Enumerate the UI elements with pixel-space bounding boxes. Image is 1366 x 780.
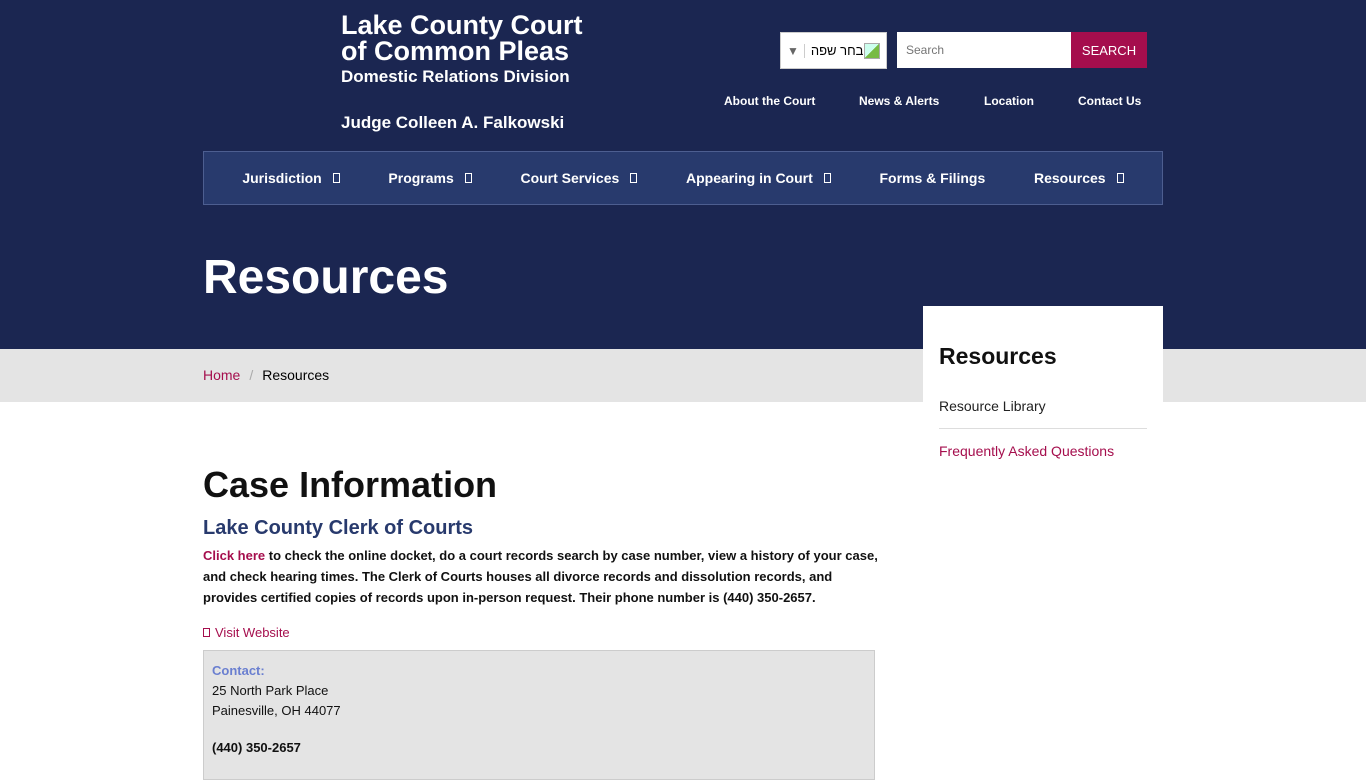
chevron-down-icon: [1117, 173, 1124, 183]
nav-label: Programs: [388, 170, 454, 186]
nav-label: Resources: [1033, 170, 1106, 186]
nav-forms[interactable]: [879, 170, 985, 186]
nav-label: Forms & Filings: [879, 170, 986, 186]
contact-address2: Painesville, OH 44077: [212, 703, 341, 718]
page-title: Resources: [203, 251, 449, 304]
site-logo[interactable]: [341, 12, 583, 133]
contact-address1: 25 North Park Place: [212, 683, 329, 698]
util-link-location[interactable]: Location: [984, 94, 1034, 108]
breadcrumb-sep: /: [249, 367, 254, 383]
visit-website-label: Visit Website: [215, 625, 290, 640]
visit-website-link[interactable]: [203, 625, 290, 640]
search-input[interactable]: [897, 32, 1071, 68]
external-link-icon: [203, 628, 210, 637]
breadcrumb-current: Resources: [262, 367, 330, 383]
nav-label: Court Services: [520, 170, 620, 186]
click-here-link[interactable]: Click here: [203, 548, 266, 563]
nav-programs[interactable]: [388, 170, 471, 186]
language-label: בחר שפה: [810, 43, 864, 58]
breadcrumb-home[interactable]: Home: [203, 367, 241, 383]
nav-label: Jurisdiction: [242, 170, 322, 186]
logo-title-line2: of Common Pleas: [341, 36, 570, 66]
chevron-down-icon: [465, 173, 472, 183]
description: [203, 545, 883, 608]
contact-phone: (440) 350-2657: [212, 740, 301, 755]
util-link-news[interactable]: News & Alerts: [859, 94, 940, 108]
sidebar-item-resource-library[interactable]: Resource Library: [939, 398, 1147, 429]
nav-jurisdiction[interactable]: [242, 170, 339, 186]
nav-appearing[interactable]: [686, 170, 831, 186]
sidebar-title: Resources: [939, 343, 1057, 369]
language-select[interactable]: [780, 32, 887, 69]
dropdown-arrow-icon: ▼: [787, 44, 805, 58]
util-link-about[interactable]: About the Court: [724, 94, 816, 108]
sidebar-item-faq[interactable]: Frequently Asked Questions: [939, 443, 1115, 459]
description-text: to check the online docket, do a court records search by case number, view a history of your case, and check hearing times. The Clerk of Courts houses all divorce records and dissolution records, and provides certified copies of records upon in-person request. Their phone number is (440) 350-2657.: [203, 548, 878, 605]
nav-court-services[interactable]: [520, 170, 637, 186]
logo-judge: Judge Colleen A. Falkowski: [341, 113, 565, 132]
chevron-down-icon: [824, 173, 831, 183]
nav-label: Appearing in Court: [686, 170, 813, 186]
logo-title-line1: Lake County Court: [341, 10, 583, 40]
sidebar: [923, 306, 1163, 476]
section-heading: Case Information: [203, 464, 498, 505]
logo-division: Domestic Relations Division: [341, 67, 570, 86]
nav-resources[interactable]: [1034, 170, 1124, 186]
chevron-down-icon: [333, 173, 340, 183]
broken-image-icon: [864, 43, 880, 59]
search-button[interactable]: SEARCH: [1071, 32, 1147, 68]
contact-box: [203, 650, 875, 780]
site-header: [0, 0, 1366, 349]
chevron-down-icon: [630, 173, 637, 183]
main-nav: [203, 151, 1163, 205]
util-link-contact[interactable]: Contact Us: [1078, 94, 1142, 108]
contact-label: Contact:: [212, 663, 265, 678]
section-subheading: Lake County Clerk of Courts: [203, 517, 474, 539]
